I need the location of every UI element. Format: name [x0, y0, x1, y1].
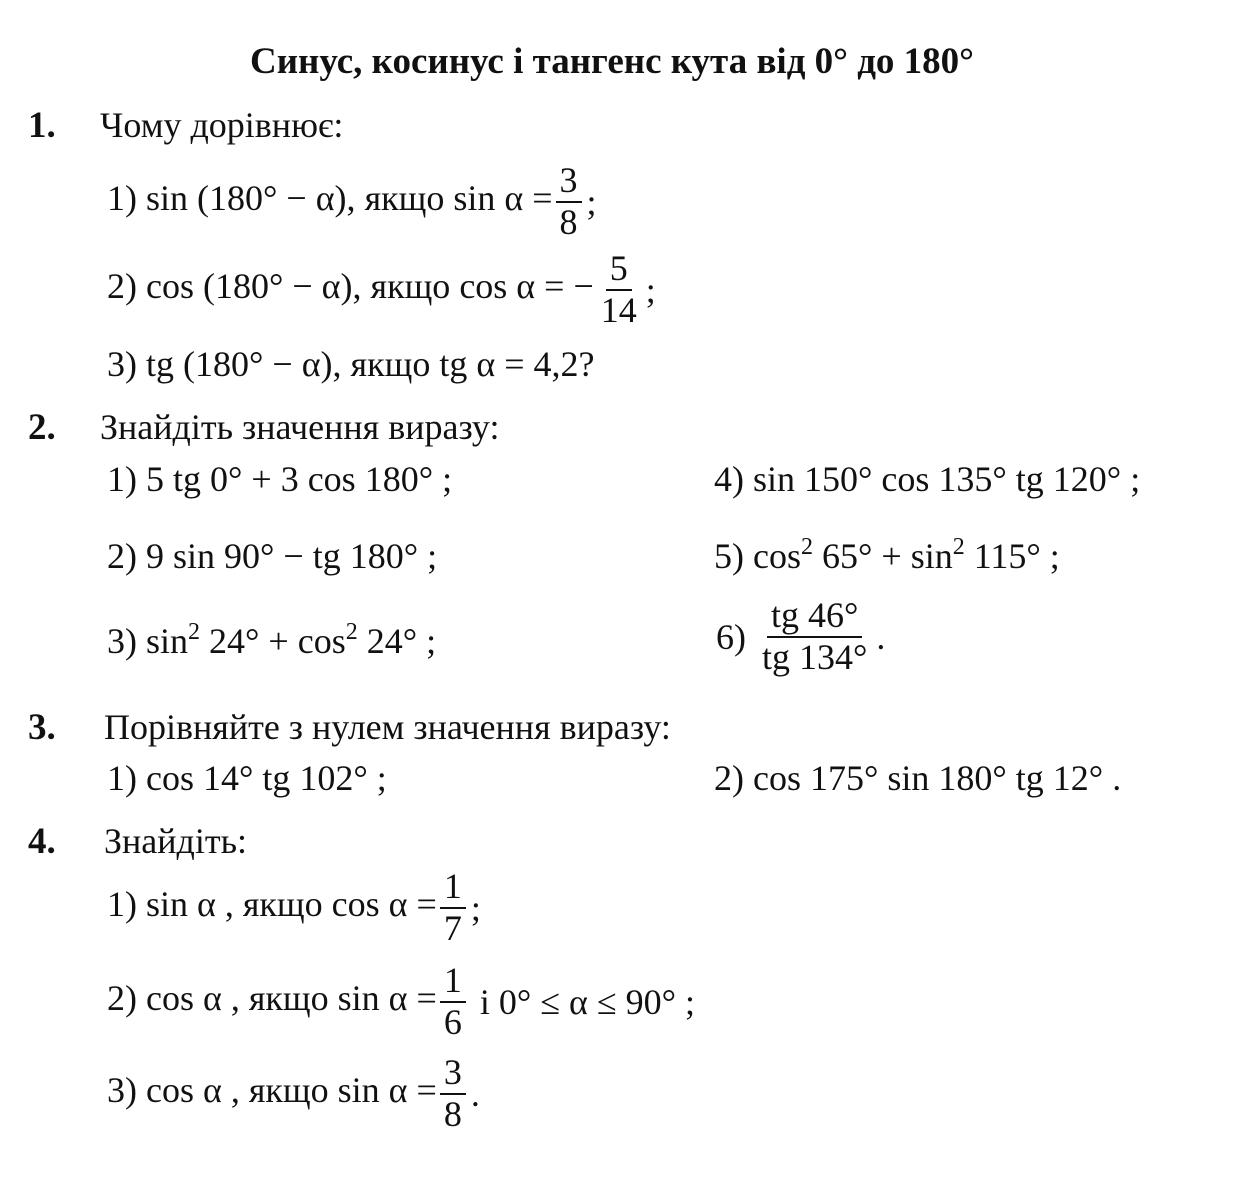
condition-word: якщо: [248, 1070, 329, 1111]
expression-part: 65° + sin: [813, 536, 953, 576]
problem-item: [107, 343, 594, 385]
exponent: 2: [345, 619, 358, 645]
problem-number: 2.: [28, 407, 56, 448]
expression-part: 115° ;: [964, 536, 1060, 576]
condition-expression: tg α = 4,2: [439, 344, 579, 384]
condition-expression: sin α =: [453, 178, 553, 219]
item-label: 2): [714, 758, 744, 798]
problem-prompt: Порівняйте з нулем значення виразу:: [104, 707, 671, 747]
fraction-denominator: 14: [600, 289, 637, 330]
problem-prompt: Знайдіть:: [104, 821, 248, 861]
fraction-denominator: 8: [559, 201, 578, 242]
problem-item: [107, 620, 436, 662]
fraction: [597, 250, 641, 330]
condition-expression: sin α =: [337, 978, 437, 1019]
item-expression: sin (180° − α),: [146, 178, 356, 219]
fraction: [440, 1054, 466, 1134]
expression-part: 24° + cos: [200, 621, 346, 661]
item-expression: cos α ,: [146, 1070, 240, 1111]
item-label: 2): [107, 978, 137, 1019]
fraction: [440, 868, 466, 948]
problem-item: [107, 250, 656, 330]
fraction-numerator: 5: [606, 250, 632, 291]
item-tail: ;: [586, 181, 597, 222]
function-name: sin: [146, 621, 189, 661]
item-extra-condition: і 0° ≤ α ≤ 90° ;: [479, 981, 696, 1022]
problem-item: [107, 535, 437, 577]
condition-expression: sin α =: [337, 1070, 437, 1111]
fraction-numerator: 1: [440, 868, 466, 909]
problem-item: [107, 458, 452, 500]
item-label: 1): [107, 459, 137, 499]
item-expression: cos (180° − α),: [146, 266, 362, 307]
item-tail: ;: [470, 887, 481, 928]
problem-item: [107, 757, 387, 799]
fraction: [758, 597, 871, 677]
problem-item: [107, 868, 481, 948]
condition-expression: cos α = −: [459, 266, 594, 307]
condition-word: якщо: [248, 978, 329, 1019]
item-expression: sin 150° cos 135° tg 120° ;: [753, 459, 1141, 499]
function-name: cos: [753, 536, 801, 576]
item-label: 3): [107, 344, 137, 384]
condition-word: якщо: [370, 266, 451, 307]
item-label: 5): [714, 536, 744, 576]
item-label: 4): [714, 459, 744, 499]
item-label: 3): [107, 621, 137, 661]
problem-item: [107, 1054, 480, 1134]
item-expression: sin α ,: [146, 884, 234, 925]
item-expression: 9 sin 90° − tg 180° ;: [146, 536, 438, 576]
fraction: [440, 962, 466, 1042]
fraction: [556, 162, 582, 242]
problem-number: 1.: [28, 105, 56, 146]
fraction-numerator: 3: [440, 1054, 466, 1095]
exponent: 2: [952, 534, 965, 560]
condition-word: якщо: [364, 178, 445, 219]
problem-item: [714, 458, 1140, 500]
problem-item: [107, 962, 695, 1042]
expression-part: 24° ;: [357, 621, 437, 661]
condition-expression: cos α =: [331, 884, 437, 925]
fraction-numerator: 1: [440, 962, 466, 1003]
page-title: Синус, косинус і тангенс кута від 0° до 180°: [250, 41, 974, 82]
problem-number: 3.: [28, 707, 56, 748]
condition-word: якщо: [350, 344, 431, 384]
item-label: 1): [107, 884, 137, 925]
item-label: 6): [716, 616, 746, 657]
item-expression: [146, 621, 436, 661]
item-tail: .: [470, 1073, 480, 1114]
fraction-numerator: tg 46°: [767, 597, 862, 638]
problem-item: [714, 535, 1060, 577]
problem-number: 4.: [28, 821, 56, 862]
item-label: 2): [107, 266, 137, 307]
item-label: 3): [107, 1070, 137, 1111]
item-expression: cos α ,: [146, 978, 240, 1019]
exponent: 2: [801, 534, 813, 560]
problem-prompt: Чому дорівнює:: [100, 105, 344, 145]
problem-item: [714, 597, 885, 677]
item-tail: ;: [645, 269, 656, 310]
item-label: 1): [107, 178, 137, 219]
item-expression: tg (180° − α),: [146, 344, 342, 384]
fraction-denominator: 7: [443, 907, 462, 948]
item-expression: cos 14° tg 102° ;: [146, 758, 387, 798]
item-label: 1): [107, 758, 137, 798]
fraction-numerator: 3: [556, 162, 582, 203]
item-expression: cos 175° sin 180° tg 12° .: [753, 758, 1122, 798]
item-expression: [753, 536, 1060, 576]
problem-item: [107, 162, 597, 242]
problem-prompt: Знайдіть значення виразу:: [100, 407, 500, 447]
item-tail: ?: [578, 344, 595, 384]
fraction-denominator: 6: [443, 1001, 462, 1042]
condition-word: якщо: [242, 884, 323, 925]
item-expression: 5 tg 0° + 3 cos 180° ;: [146, 459, 453, 499]
fraction-denominator: tg 134°: [762, 636, 868, 677]
item-tail: .: [876, 616, 886, 657]
fraction-denominator: 8: [443, 1093, 462, 1134]
item-label: 2): [107, 536, 137, 576]
problem-item: [714, 757, 1121, 799]
exponent: 2: [188, 619, 201, 645]
